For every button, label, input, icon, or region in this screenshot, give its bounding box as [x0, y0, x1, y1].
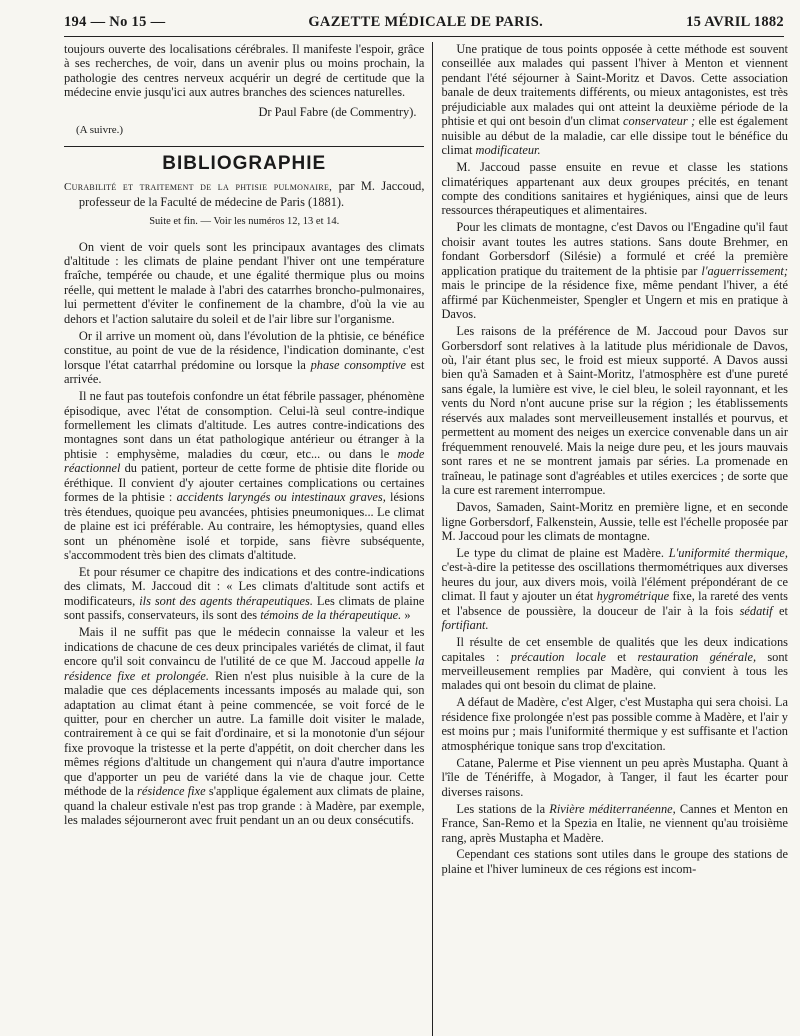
paragraph: Le type du climat de plaine est Madère. L'uniformité thermique, c'est-à-dire la petitesse des oscillations thermométriques aux diverses heures du jour, aux divers mois, voilà l'élément prépondérant de ce climat. Il faut y ajouter un état hygrométrique fixe, la rareté des vents et l'absence de poussière, la douceur de l'air à la fois sédatif et fortifiant. [441, 545, 788, 633]
header-left: 194 — No 15 — [64, 14, 166, 30]
section-title: BIBLIOGRAPHIE [162, 152, 327, 174]
book-title: Curabilité et traitement de la phtisie pulmonaire, [64, 181, 333, 194]
paragraph: Une pratique de tous points opposée à cette méthode est souvent conseillée aux malades qui passent l'hiver à Menton et viennent pendant l'été séjourner à Saint-Moritz et Davos. Cette association banale de deux traitements différents, ou mieux antagonistes, est très préjudiciable aux malades qui ont atteint la deuxième période de la phtisie et qui ont besoin d'un climat conservateur ; elle est également nuisible au début de la maladie, car elle dissipe tout le bénéfice du climat modificateur. [441, 42, 788, 158]
paragraph: Il résulte de cet ensemble de qualités que les deux indications capitales : précaution locale et restauration générale, sont merveilleusement remplies par Madère, qui convient à tous les malades qui ont besoin du climat de plaine. [441, 635, 788, 693]
paragraph: Pour les climats de montagne, c'est Davos ou l'Engadine qu'il faut choisir avant toutes les autres stations. Sans doute Brehmer, en fondant Gorbersdorf (Silésie) a formulé et créé la première application pratique du traitement de la phtisie par l'aguerrissement; mais le principe de la résidence fixe, même pendant l'hiver, a été affirmé par Küchenmeister, Spengler et Ungern et mis en pratique à Davos. [441, 220, 788, 322]
left-column [64, 42, 432, 1036]
author-signature: Dr Paul Fabre (de Commentry). [258, 104, 417, 119]
header-title: GAZETTE MÉDICALE DE PARIS. [308, 14, 544, 30]
right-column [433, 42, 788, 1036]
continuation-paragraph: toujours ouverte des localisations cérébrales. Il manifeste l'espoir, grâce à ses recherches, de voir, dans un avenir plus ou moins prochain, la pathologie des centres nerveux acquérir un degré de certitude que la médecine envie jusqu'ici aux autres branches des sciences naturelles. [64, 42, 425, 100]
paragraph: On vient de voir quels sont les principaux avantages des climats d'altitude : les climats de plaine pendant l'hiver ont une température fraîche, tempérée ou chaude, et une égalité thermique plus ou moins réelle, qui mettent le malade à l'abri des catarrhes broncho-pulmonaires, lui permettent d'éviter le confinement de la chambre, d'où la vie au dehors et l'action salutaire du soleil et de l'air libre sur l'organisme. [64, 239, 425, 326]
paragraph: A défaut de Madère, c'est Alger, c'est Mustapha qui sera choisi. La résidence fixe prolongée n'est pas possible comme à Madère, et l'air y est moins pur ; mais l'uniformité thermique y est suffisante et l'action atmosphérique tonique sans trop d'excitation. [441, 695, 788, 753]
paragraph: Cependant ces stations sont utiles dans le groupe des stations de plaine et l'hiver lumineux de ces régions est incom- [441, 847, 788, 876]
paragraph: Il ne faut pas toutefois confondre un état fébrile passager, phénomène épisodique, avec l'état de consomption. Celui-là seul contre-indique formellement les climats d'altitude. Les autres contre-indications des montagnes sont dans un état pathologique antérieur ou étranger à la phtisie : emphysème, maladies du cœur, etc... ou dans le mode réactionnel du patient, porteur de cette forme de phtisie dite floride ou éréthique. Il convient d'y ajouter certaines complications ou certaines formes de la phtisie : accidents laryngés ou intestinaux graves, lésions très étendues, quoique peu avancées, phtisies pneumoniques... Le climat de plaine est ici préférable. Au contraire, les hémoptysies, quand elles sont un phénomène isolé et torpide, sans fièvre subséquente, s'accommodent très bien des climats d'altitude. [64, 389, 425, 563]
book-reference [64, 179, 424, 209]
section-divider [64, 146, 424, 147]
page-header [64, 14, 784, 36]
paragraph: M. Jaccoud passe ensuite en revue et classe les stations climatériques appartenant aux deux groupes précités, en tenant compte des conditions sanitaires et hygiéniques, ainsi que de leurs ressources thérapeutiques et alimentaires. [441, 160, 788, 218]
paragraph: Catane, Palerme et Pise viennent un peu après Mustapha. Quant à l'île de Ténériffe, à Mogador, à Tanger, il faut les écarter pour diverses raisons. [441, 755, 788, 799]
paragraph: Les raisons de la préférence de M. Jaccoud pour Davos sur Gorbersdorf sont relatives à la latitude plus méridionale de Davos, où, l'air étant plus sec, le froid est mieux supporté. A Davos aussi bien qu'à Samaden et à Saint-Moritz, l'atmosphère est d'une pureté sans égale, la lumière est vive, le ciel bleu, le soleil rayonnant, et les vents du Nord n'ont aucune prise sur la région ; les établissements réservés aux malades sont merveilleusement installés et pourvus, et permettent au moment des neiges un exercice convenable dans un air fréquemment renouvelé. Mais la neige dure peu, et les jours mauvais sont rares et ne se montrent jamais par séries. La promenade en traîneau, le patinage sont d'agréables et utiles exercices ; de sorte que la cure est rarement interrompue. [441, 324, 788, 498]
paragraph: Les stations de la Rivière méditerranéenne, Cannes et Menton en France, San-Remo et la Spezia en Italie, ne viennent qu'au troisième rang, après Mustapha et Madère. [441, 801, 788, 845]
header-rule [64, 36, 784, 37]
to-be-continued: (A suivre.) [76, 124, 124, 137]
paragraph: Or il arrive un moment où, dans l'évolution de la phtisie, ce bénéfice constitue, au point de vue de la résidence, l'indication dominante, c'est lorsque l'état catarrhal prédomine ou lorsque la phase consomptive est arrivée. [64, 328, 425, 387]
suite-note: Suite et fin. — Voir les numéros 12, 13 et 14. [149, 216, 340, 228]
columns [64, 42, 788, 1036]
paragraph: Davos, Samaden, Saint-Moritz en première ligne, et en seconde ligne Gorbersdorf, Falkenstein, Aussie, telle est l'échelle proposée par M. Jaccoud pour les climats de montagne. [441, 500, 788, 543]
paragraph: Et pour résumer ce chapitre des indications et des contre-indications des climats, M. Jaccoud dit : « Les climats d'altitude sont actifs et modificateurs, ils sont des agents thérapeutiques. Les climats de plaine sont passifs, conservateurs, ils sont des témoins de la thérapeutique. » [64, 565, 425, 623]
paragraph: Mais il ne suffit pas que le médecin connaisse la valeur et les indications de chacune de ces deux principales variétés de climat, il faut encore qu'il soit convaincu de l'utilité de ce que M. Jaccoud appelle la résidence fixe et prolongée. Rien n'est plus nuisible à la cure de la maladie que ces déplacements incessants imposés au malade qui, son adaptation au climat étant à peine commencée, se voit forcé de le quitter, pour en chercher un autre. La famille doit visiter le malade, contrairement à ce qui se fait d'ordinaire, et si la monotonie d'un séjour fixe provoque la tristesse et la perte d'appétit, on doit chercher dans les mêmes régions d'altitude un changement qui n'aura d'autre importance que d'apporter un peu de variété dans la vie de chaque jour. Cette méthode de la résidence fixe s'applique également aux climats de plaine, quand la chaleur estivale n'est pas trop grande : à Madère, par exemple, les malades séjourneront avec fruit pendant un an ou deux consécutifs. [64, 625, 425, 828]
book-author: par M. Jaccoud, professeur de la Faculté de médecine de Paris (1881). [78, 179, 425, 209]
header-date: 15 AVRIL 1882 [686, 14, 784, 30]
